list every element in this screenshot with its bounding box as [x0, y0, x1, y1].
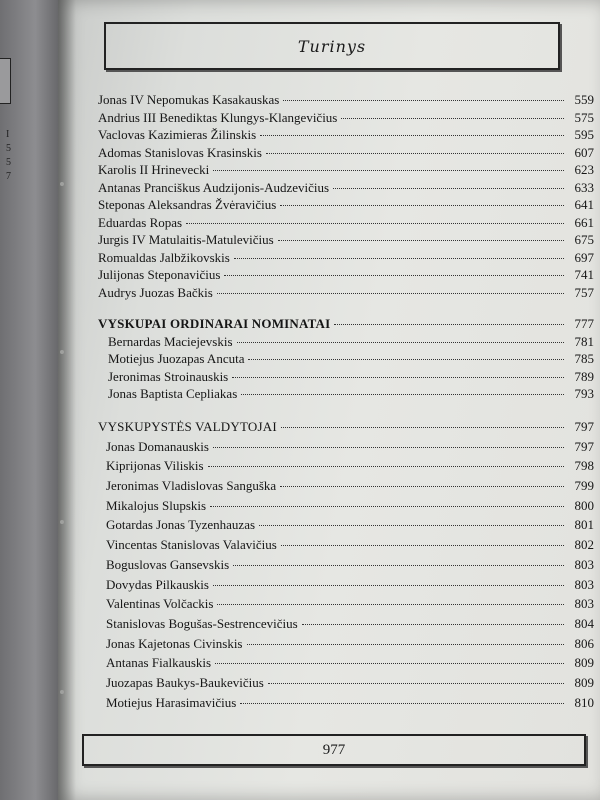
toc-entry-name: Audrys Juozas Bačkis [98, 284, 213, 300]
toc-entry [98, 439, 594, 459]
toc-entry [98, 250, 594, 268]
running-header [104, 22, 560, 70]
toc-entry-page: 809 [574, 674, 594, 690]
toc-entry [98, 498, 594, 518]
toc-entry [98, 351, 594, 369]
section-heading-page: 777 [574, 316, 594, 331]
toc-section-nominated-bishops [98, 316, 594, 404]
toc-entry-page: 575 [574, 109, 594, 125]
toc-entry [98, 655, 594, 675]
toc-entry-page: 781 [574, 333, 594, 349]
toc-entry-name: Julijonas Steponavičius [98, 267, 221, 282]
dot-leader [210, 506, 564, 507]
toc-entry-page: 623 [574, 162, 594, 177]
dot-leader [334, 324, 564, 325]
toc-entry-page: 800 [574, 497, 594, 513]
toc-entry-name: Adomas Stanislovas Krasinskis [98, 144, 262, 160]
toc-entry-page: 810 [574, 694, 594, 710]
toc-entry [98, 386, 594, 404]
toc-entry-name: Bernardas Maciejevskis [108, 333, 233, 349]
toc-entry-page: 741 [574, 267, 594, 282]
book-page [58, 0, 600, 800]
dot-leader [232, 377, 564, 378]
toc-entry [98, 145, 594, 163]
toc-section-heading [98, 316, 594, 334]
page-title: Turinys [297, 36, 367, 56]
dot-leader [233, 565, 564, 566]
toc-entry-page: 641 [574, 197, 594, 212]
toc-entry-name: Valentinas Volčackis [106, 596, 214, 612]
toc-entry-name: Jurgis IV Matulaitis-Matulevičius [98, 232, 274, 247]
toc-entry-name: Motiejus Juozapas Ancuta [108, 351, 245, 366]
toc-section-bishops [98, 92, 594, 302]
toc-entry [98, 675, 594, 695]
dot-leader [333, 188, 564, 189]
dot-leader [241, 394, 564, 395]
previous-page-digit: 5 [6, 143, 11, 154]
toc-entry-name: Stanislovas Bogušas-Sestrencevičius [106, 615, 298, 631]
previous-page-digit: 5 [6, 157, 11, 168]
dot-leader [208, 466, 564, 467]
running-footer [82, 734, 586, 766]
dot-leader [213, 447, 564, 448]
toc-entry [98, 537, 594, 557]
toc-entry-page: 797 [574, 438, 594, 454]
toc-entry-name: Antanas Pranciškus Audzijonis-Audzevičius [98, 179, 330, 195]
toc-entry [98, 162, 594, 180]
dot-leader [280, 205, 564, 206]
toc-entry [98, 110, 594, 128]
dot-leader [341, 118, 564, 119]
toc-entry-page: 559 [574, 92, 594, 107]
toc-entry-name: Vaclovas Kazimieras Žilinskis [98, 127, 257, 142]
toc-entry-name: Eduardas Ropas [98, 214, 183, 230]
toc-entry [98, 215, 594, 233]
toc-entry-name: Jeronimas Stroinauskis [108, 368, 229, 384]
toc-entry [98, 285, 594, 303]
toc-entry-name: Vincentas Stanislovas Valavičius [106, 537, 277, 553]
dot-leader [283, 100, 564, 101]
dot-leader [215, 663, 564, 664]
dot-leader [278, 240, 564, 241]
toc-entry [98, 517, 594, 537]
dot-leader [281, 545, 564, 546]
binding-hole [60, 182, 64, 186]
dot-leader [237, 342, 564, 343]
toc-entry-name: Jonas Domanauskis [106, 438, 209, 454]
toc-entry-name: Juozapas Baukys-Baukevičius [106, 674, 264, 690]
toc-entry-page: 607 [574, 144, 594, 160]
toc-entry-page: 803 [574, 596, 594, 612]
toc-entry-page: 803 [574, 576, 594, 592]
toc-entry [98, 232, 594, 250]
toc-entry-name: Mikalojus Slupskis [106, 497, 207, 513]
toc-entry-page: 809 [574, 655, 594, 671]
toc-entry [98, 334, 594, 352]
toc-entry-page: 661 [574, 214, 594, 230]
toc-entry [98, 636, 594, 656]
dot-leader [213, 585, 564, 586]
dot-leader [280, 486, 564, 487]
dot-leader [268, 683, 564, 684]
dot-leader [266, 153, 564, 154]
toc-entry-page: 697 [574, 249, 594, 265]
dot-leader [302, 624, 564, 625]
toc-entry-name: Jeronimas Vladislovas Sanguška [106, 478, 277, 494]
toc-entry-name: Karolis II Hrinevecki [98, 162, 210, 177]
toc-entry-page: 595 [574, 127, 594, 142]
toc-entry [98, 557, 594, 577]
toc-entry-name: Antanas Fialkauskis [106, 655, 212, 671]
toc-entry-name: Jonas IV Nepomukas Kasakauskas [98, 92, 280, 107]
toc-entry [98, 180, 594, 198]
dot-leader [240, 703, 564, 704]
toc-entry-page: 799 [574, 478, 594, 494]
toc-section-heading [98, 419, 594, 439]
dot-leader [247, 644, 565, 645]
toc-entry-page: 803 [574, 556, 594, 572]
toc-entry-page: 785 [574, 351, 594, 366]
previous-page-digit: I [6, 129, 10, 140]
toc-entry [98, 92, 594, 110]
toc-entry-name: Boguslovas Gansevskis [106, 556, 230, 572]
toc-entry-name: Jonas Baptista Cepliakas [108, 386, 238, 401]
dot-leader [234, 258, 564, 259]
toc-entry [98, 267, 594, 285]
toc-entry-name: Dovydas Pilkauskis [106, 576, 209, 592]
previous-page-frame [0, 58, 11, 104]
toc-entry-page: 801 [574, 517, 594, 533]
dot-leader [217, 604, 564, 605]
binding-holes [60, 0, 66, 800]
section-heading-text: VYSKUPYSTĖS VALDYTOJAI [98, 419, 277, 434]
binding-hole [60, 350, 64, 354]
toc-entry-name: Steponas Aleksandras Žvėravičius [98, 197, 277, 212]
toc-entry [98, 478, 594, 498]
dot-leader [224, 275, 564, 276]
toc-entry [98, 596, 594, 616]
toc-entry-name: Andrius III Benediktas Klungys-Klangevičius [98, 109, 338, 125]
page-number: 977 [322, 741, 346, 758]
toc-entry [98, 127, 594, 145]
toc-entry-name: Kiprijonas Viliskis [106, 458, 204, 474]
dot-leader [259, 525, 564, 526]
dot-leader [248, 359, 564, 360]
dot-leader [281, 427, 564, 428]
previous-page-digit: 7 [6, 171, 11, 182]
toc-entry-name: Gotardas Jonas Tyzenhauzas [106, 517, 256, 533]
toc-entry-page: 633 [574, 179, 594, 195]
toc-entry-page: 798 [574, 458, 594, 474]
dot-leader [213, 170, 564, 171]
binding-hole [60, 520, 64, 524]
toc-entry [98, 577, 594, 597]
binding-hole [60, 690, 64, 694]
toc-section-administrators [98, 419, 594, 714]
toc-entry-name: Motiejus Harasimavičius [106, 694, 237, 710]
previous-page-digits [6, 128, 16, 184]
toc-entry-name: Jonas Kajetonas Civinskis [106, 635, 243, 651]
toc-entry-page: 675 [574, 232, 594, 247]
toc-entry-page: 806 [574, 635, 594, 651]
toc-entry-page: 789 [574, 368, 594, 384]
section-heading-text: VYSKUPAI ORDINARAI NOMINATAI [98, 316, 331, 331]
toc-entry-page: 804 [574, 615, 594, 631]
toc-entry-name: Romualdas Jalbžikovskis [98, 249, 230, 265]
dot-leader [260, 135, 564, 136]
toc-entry [98, 695, 594, 715]
toc-entry [98, 458, 594, 478]
toc-entry-page: 757 [574, 284, 594, 300]
toc-entry-page: 802 [574, 537, 594, 553]
previous-page-edge [0, 0, 64, 800]
toc-entry [98, 197, 594, 215]
toc-entry-page: 793 [574, 386, 594, 401]
toc-entry [98, 616, 594, 636]
toc-entry [98, 369, 594, 387]
dot-leader [217, 293, 564, 294]
dot-leader [186, 223, 564, 224]
section-heading-page: 797 [574, 419, 594, 434]
